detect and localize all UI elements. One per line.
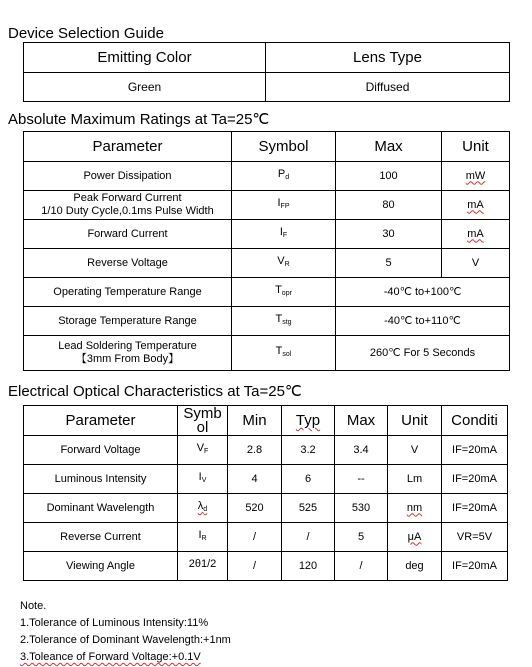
typ-cell: 6 — [282, 465, 335, 494]
table-row — [24, 552, 508, 581]
header-unit: Unit — [442, 132, 510, 162]
unit-cell: deg — [388, 552, 442, 581]
min-cell: / — [228, 552, 282, 581]
unit-cell: V — [388, 436, 442, 465]
table-row — [24, 220, 510, 249]
header-emitting-color: Emitting Color — [24, 43, 266, 73]
note-item: 2.Tolerance of Dominant Wavelength:+1nm — [20, 634, 231, 646]
typ-cell: 525 — [282, 494, 335, 523]
condition-cell: IF=20mA — [442, 494, 508, 523]
typ-cell: 120 — [282, 552, 335, 581]
header-min: Min — [228, 406, 282, 436]
symbol-cell: $I_F$ — [232, 220, 336, 249]
param-cell: Peak Forward Current 1/10 Duty Cycle,0.1ms Pulse Width — [24, 191, 232, 220]
symbol-cell: $I_V$ — [178, 465, 228, 494]
abs-max-table — [23, 131, 510, 371]
device-guide-title: Device Selection Guide — [8, 25, 164, 42]
typ-cell: 3.2 — [282, 436, 335, 465]
cell-emitting-color: Green — [24, 73, 266, 102]
min-cell: 520 — [228, 494, 282, 523]
max-cell: -- — [335, 465, 388, 494]
table-row — [24, 336, 510, 371]
condition-cell: VR=5V — [442, 523, 508, 552]
cell-lens-type: Diffused — [266, 73, 510, 102]
param-cell: Dominant Wavelength — [24, 494, 178, 523]
max-cell: 530 — [335, 494, 388, 523]
symbol-cell: $T_{stg}$ — [232, 307, 336, 336]
max-cell: 5 — [335, 523, 388, 552]
condition-cell: IF=20mA — [442, 436, 508, 465]
max-cell: 30 — [336, 220, 442, 249]
unit-cell: mW — [442, 162, 510, 191]
min-cell: 2.8 — [228, 436, 282, 465]
notes-title: Note. — [20, 600, 47, 612]
symbol-cell: $P_d$ — [232, 162, 336, 191]
unit-cell: nm — [388, 494, 442, 523]
param-cell: Forward Current — [24, 220, 232, 249]
max-cell: / — [335, 552, 388, 581]
symbol-cell: $T_{sol}$ — [232, 336, 336, 371]
note-item: 3.Toleance of Forward Voltage:+0.1V — [20, 651, 201, 663]
max-cell: 100 — [336, 162, 442, 191]
condition-cell: IF=20mA — [442, 465, 508, 494]
table-row — [24, 307, 510, 336]
condition-cell: IF=20mA — [442, 552, 508, 581]
unit-cell: Lm — [388, 465, 442, 494]
unit-cell: μA — [388, 523, 442, 552]
header-parameter: Parameter — [24, 132, 232, 162]
header-condition: Conditi — [442, 406, 508, 436]
range-cell: -40℃ to+110℃ — [336, 307, 510, 336]
header-max: Max — [335, 406, 388, 436]
range-cell: -40℃ to+100℃ — [336, 278, 510, 307]
unit-cell: V — [442, 249, 510, 278]
param-cell: Storage Temperature Range — [24, 307, 232, 336]
table-row — [24, 278, 510, 307]
header-unit: Unit — [388, 406, 442, 436]
table-row — [24, 436, 508, 465]
notes-section — [20, 598, 231, 666]
table-row — [24, 494, 508, 523]
table-row — [24, 162, 510, 191]
max-cell: 80 — [336, 191, 442, 220]
param-cell: Luminous Intensity — [24, 465, 178, 494]
typ-cell: / — [282, 523, 335, 552]
param-cell: Power Dissipation — [24, 162, 232, 191]
table-row — [24, 249, 510, 278]
min-cell: / — [228, 523, 282, 552]
header-typ: Typ — [282, 406, 335, 436]
symbol-cell: $V_F$ — [178, 436, 228, 465]
symbol-cell: $\lambda_d$ — [178, 494, 228, 523]
param-cell: Forward Voltage — [24, 436, 178, 465]
table-row — [24, 191, 510, 220]
eo-title: Electrical Optical Characteristics at Ta=25℃ — [8, 383, 302, 400]
symbol-cell: $V_R$ — [232, 249, 336, 278]
unit-cell: mA — [442, 191, 510, 220]
unit-cell: mA — [442, 220, 510, 249]
abs-max-title: Absolute Maximum Ratings at Ta=25℃ — [8, 111, 270, 128]
symbol-cell: $I_{FP}$ — [232, 191, 336, 220]
max-cell: 3.4 — [335, 436, 388, 465]
note-item: 1.Tolerance of Luminous Intensity:11% — [20, 617, 209, 629]
param-cell: Viewing Angle — [24, 552, 178, 581]
param-cell: Reverse Voltage — [24, 249, 232, 278]
header-max: Max — [336, 132, 442, 162]
max-cell: 5 — [336, 249, 442, 278]
header-symbol: Symbol — [232, 132, 336, 162]
header-symbol: Symb ol — [178, 406, 228, 436]
symbol-cell: $T_{opr}$ — [232, 278, 336, 307]
table-row — [24, 465, 508, 494]
table-row — [24, 523, 508, 552]
range-cell: 260℃ For 5 Seconds — [336, 336, 510, 371]
min-cell: 4 — [228, 465, 282, 494]
header-parameter: Parameter — [24, 406, 178, 436]
eo-table — [23, 405, 508, 581]
symbol-cell: 2θ1/2 — [178, 552, 228, 581]
header-lens-type: Lens Type — [266, 43, 510, 73]
device-guide-table — [23, 42, 510, 102]
symbol-cell: $I_R$ — [178, 523, 228, 552]
param-cell: Operating Temperature Range — [24, 278, 232, 307]
param-cell: Reverse Current — [24, 523, 178, 552]
param-cell: Lead Soldering Temperature 【3mm From Body】 — [24, 336, 232, 371]
